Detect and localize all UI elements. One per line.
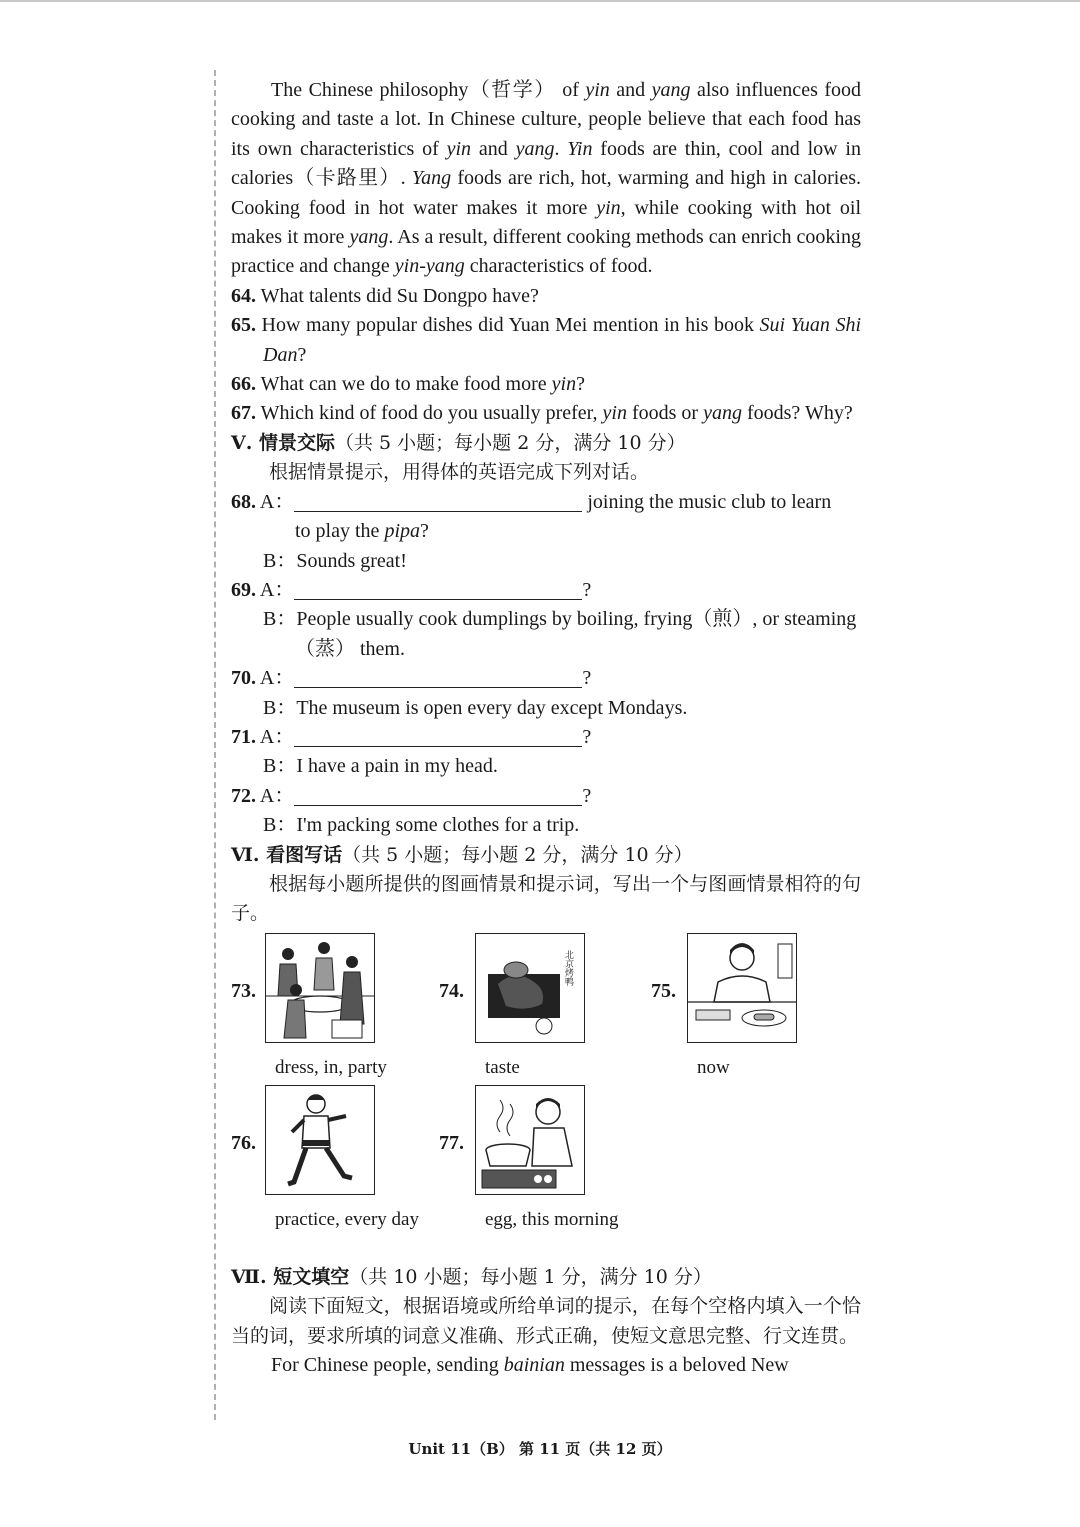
- section-6-instruction: 根据每小题所提供的图画情景和提示词，写出一个与图画情景相符的句子。: [231, 872, 861, 925]
- picture-number-76: 76.: [231, 1131, 256, 1154]
- answer-blank-68[interactable]: [294, 491, 582, 512]
- answer-blank-71[interactable]: [294, 726, 582, 747]
- dialogue-68: 68. A： joining the music club to learn to play the pipa? B：Sounds great!: [231, 490, 832, 572]
- picture-73-party: [265, 933, 375, 1043]
- hint-76: practice, every day: [275, 1208, 419, 1230]
- picture-76-kung-fu: [265, 1085, 375, 1195]
- section-7-heading: Ⅶ. 短文填空（共 10 小题；每小题 1 分，满分 10 分）: [231, 1265, 712, 1288]
- picture-75-making-rolls: [687, 933, 797, 1043]
- passage-paragraph: The Chinese philosophy（哲学） of yin and yang also influences food cooking and taste a lot. In Chinese culture, people believe that each food has its own characteristics of yin and yang. Yin foods are thin, cool and low in calories（卡路里）. Yang foods are rich, hot, warming and high in calories. Cooking food in hot water makes it more yin, while cooking with hot oil makes it more yang. As a result, different cooking methods can enrich cooking practice and change yin-yang characteristics of food.: [231, 79, 862, 278]
- hint-77: egg, this morning: [485, 1208, 619, 1230]
- dialogue-69: 69. A： ? B：People usually cook dumplings by boiling, frying（煎）, or steaming （蒸） them.: [231, 578, 857, 660]
- binding-cut-line: [214, 70, 216, 1420]
- picture-77-cooking: [475, 1085, 585, 1195]
- hint-75: now: [697, 1056, 730, 1078]
- question-67: 67. Which kind of food do you usually prefer, yin foods or yang foods? Why?: [231, 402, 853, 425]
- section-5-instruction: 根据情景提示，用得体的英语完成下列对话。: [269, 461, 650, 484]
- picture-grid: [231, 933, 861, 1263]
- picture-number-73: 73.: [231, 979, 256, 1002]
- hint-74: taste: [485, 1056, 520, 1078]
- page-footer: Unit 11（B） 第 11 页（共 12 页）: [408, 1440, 672, 1458]
- dialogue-72: 72. A： ? B：I'm packing some clothes for a trip.: [231, 784, 592, 837]
- section-7-instruction: 阅读下面短文，根据语境或所给单词的提示，在每个空格内填入一个恰当的词，要求所填的词意义准确、形式正确，使短文意思完整、行文连贯。: [231, 1295, 861, 1347]
- hint-73: dress, in, party: [275, 1056, 387, 1078]
- picture-number-74: 74.: [439, 979, 464, 1002]
- question-64: 64. What talents did Su Dongpo have?: [231, 284, 539, 307]
- question-66: 66. What can we do to make food more yin?: [231, 373, 585, 396]
- answer-blank-72[interactable]: [294, 785, 582, 806]
- top-border: [0, 0, 1080, 2]
- section-5-heading: Ⅴ. 情景交际（共 5 小题；每小题 2 分，满分 10 分）: [231, 431, 686, 454]
- answer-blank-70[interactable]: [294, 667, 582, 688]
- section-6-heading: Ⅵ. 看图写话（共 5 小题；每小题 2 分，满分 10 分）: [231, 843, 693, 866]
- duck-sign-text: 北京烤鸭: [563, 949, 573, 986]
- question-65: 65. How many popular dishes did Yuan Mei mention in his book Sui Yuan Shi Dan?: [231, 314, 862, 366]
- section-7-passage-start: For Chinese people, sending bainian messages is a beloved New: [271, 1354, 789, 1376]
- picture-number-77: 77.: [439, 1131, 464, 1154]
- dialogue-70: 70. A： ? B：The museum is open every day except Mondays.: [231, 667, 688, 719]
- exam-page: [231, 76, 861, 1380]
- dialogue-71: 71. A： ? B：I have a pain in my head.: [231, 725, 592, 778]
- picture-number-75: 75.: [651, 979, 676, 1002]
- answer-blank-69[interactable]: [294, 579, 582, 600]
- picture-74-roast-duck: [475, 933, 585, 1043]
